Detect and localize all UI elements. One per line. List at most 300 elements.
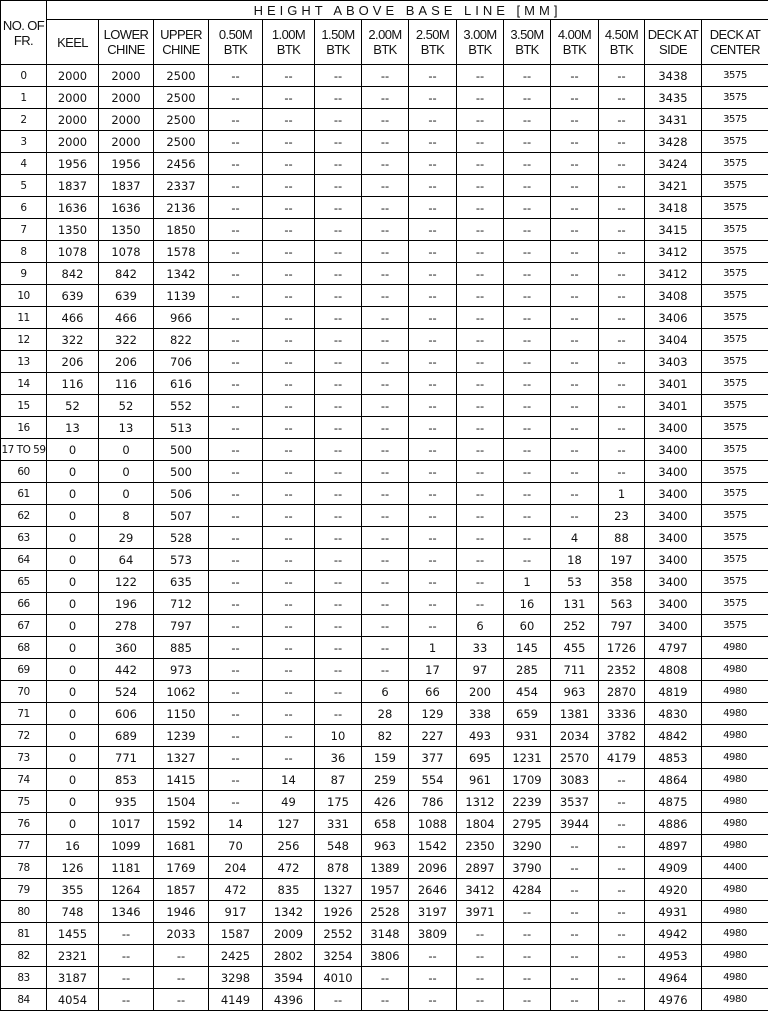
table-cell: -- <box>99 923 154 945</box>
table-cell: -- <box>263 505 315 527</box>
table-cell: 4980 <box>702 813 768 835</box>
table-cell: 200 <box>457 681 504 703</box>
table-cell: -- <box>599 131 645 153</box>
table-cell: -- <box>504 901 551 923</box>
lower-chine-header: LOWER CHINE <box>99 20 154 65</box>
table-row <box>1 65 768 87</box>
table-cell: 1078 <box>47 241 99 263</box>
table-cell: -- <box>457 417 504 439</box>
table-cell: -- <box>504 549 551 571</box>
table-cell: 3400 <box>645 615 702 637</box>
table-cell: -- <box>362 417 409 439</box>
table-cell: 426 <box>362 791 409 813</box>
table-cell: 1636 <box>99 197 154 219</box>
table-cell: -- <box>362 307 409 329</box>
table-row <box>1 769 768 791</box>
table-cell: -- <box>504 527 551 549</box>
table-cell: 1587 <box>209 923 263 945</box>
table-cell: 97 <box>457 659 504 681</box>
table-cell: -- <box>409 87 457 109</box>
table-cell: -- <box>209 769 263 791</box>
table-cell: -- <box>362 439 409 461</box>
table-cell: -- <box>315 681 362 703</box>
table-cell: 2802 <box>263 945 315 967</box>
frame-number-cell: 10 <box>1 285 47 307</box>
table-cell: 8 <box>99 505 154 527</box>
table-cell: 1342 <box>263 901 315 923</box>
table-cell: 3424 <box>645 153 702 175</box>
table-cell: -- <box>209 285 263 307</box>
table-cell: -- <box>362 175 409 197</box>
table-cell: 1681 <box>154 835 209 857</box>
table-cell: 16 <box>47 835 99 857</box>
table-cell: -- <box>457 87 504 109</box>
table-row <box>1 681 768 703</box>
table-row <box>1 989 768 1011</box>
table-cell: 4808 <box>645 659 702 681</box>
table-cell: 4980 <box>702 769 768 791</box>
frame-number-cell: 76 <box>1 813 47 835</box>
table-cell: 513 <box>154 417 209 439</box>
table-cell: 4953 <box>645 945 702 967</box>
table-cell: -- <box>209 263 263 285</box>
table-cell: 3594 <box>263 967 315 989</box>
table-cell: 3575 <box>702 285 768 307</box>
frame-number-cell: 79 <box>1 879 47 901</box>
btk-4-50m-header: 4.50M BTK <box>599 20 645 65</box>
table-cell: -- <box>99 967 154 989</box>
table-cell: -- <box>551 131 599 153</box>
table-cell: -- <box>315 219 362 241</box>
table-cell: 2528 <box>362 901 409 923</box>
table-cell: -- <box>551 153 599 175</box>
table-cell: 355 <box>47 879 99 901</box>
btk-2-50m-header: 2.50M BTK <box>409 20 457 65</box>
table-cell: 1504 <box>154 791 209 813</box>
table-cell: 82 <box>362 725 409 747</box>
table-cell: 472 <box>263 857 315 879</box>
table-cell: 0 <box>47 769 99 791</box>
table-cell: 639 <box>47 285 99 307</box>
table-cell: 4980 <box>702 659 768 681</box>
table-cell: -- <box>315 87 362 109</box>
table-row <box>1 219 768 241</box>
table-cell: -- <box>263 659 315 681</box>
table-cell: 1957 <box>362 879 409 901</box>
table-cell: 1946 <box>154 901 209 923</box>
table-cell: 4980 <box>702 945 768 967</box>
table-cell: -- <box>263 351 315 373</box>
table-row <box>1 87 768 109</box>
table-cell: 4842 <box>645 725 702 747</box>
table-cell: -- <box>362 615 409 637</box>
table-cell: 1837 <box>99 175 154 197</box>
frame-number-cell: 64 <box>1 549 47 571</box>
table-cell: 2239 <box>504 791 551 813</box>
table-cell: 689 <box>99 725 154 747</box>
table-row <box>1 835 768 857</box>
table-cell: 658 <box>362 813 409 835</box>
table-cell: 3575 <box>702 131 768 153</box>
table-cell: 3404 <box>645 329 702 351</box>
table-cell: -- <box>504 285 551 307</box>
table-cell: -- <box>263 483 315 505</box>
table-cell: -- <box>315 175 362 197</box>
table-cell: 0 <box>47 483 99 505</box>
table-cell: 4054 <box>47 989 99 1011</box>
table-cell: 252 <box>551 615 599 637</box>
table-cell: -- <box>599 945 645 967</box>
btk-2-00m-header: 2.00M BTK <box>362 20 409 65</box>
table-cell: 122 <box>99 571 154 593</box>
table-cell: 3809 <box>409 923 457 945</box>
table-cell: -- <box>504 483 551 505</box>
table-cell: -- <box>209 219 263 241</box>
frame-number-cell: 82 <box>1 945 47 967</box>
table-cell: 748 <box>47 901 99 923</box>
table-cell: 573 <box>154 549 209 571</box>
table-cell: -- <box>504 263 551 285</box>
table-cell: 322 <box>47 329 99 351</box>
table-cell: -- <box>263 549 315 571</box>
table-cell: -- <box>409 483 457 505</box>
table-row <box>1 263 768 285</box>
table-cell: -- <box>551 483 599 505</box>
table-cell: -- <box>154 989 209 1011</box>
table-cell: -- <box>504 175 551 197</box>
table-cell: 3431 <box>645 109 702 131</box>
table-cell: 695 <box>457 747 504 769</box>
table-row <box>1 307 768 329</box>
table-cell: 1415 <box>154 769 209 791</box>
table-cell: -- <box>504 505 551 527</box>
table-cell: -- <box>551 439 599 461</box>
table-cell: -- <box>551 923 599 945</box>
table-cell: 1264 <box>99 879 154 901</box>
table-cell: -- <box>504 923 551 945</box>
table-cell: 0 <box>47 615 99 637</box>
table-cell: 4980 <box>702 681 768 703</box>
table-cell: 1017 <box>99 813 154 835</box>
table-cell: 842 <box>99 263 154 285</box>
table-cell: -- <box>457 153 504 175</box>
table-cell: 70 <box>209 835 263 857</box>
table-cell: 206 <box>47 351 99 373</box>
table-cell: -- <box>209 87 263 109</box>
btk-0-50m-header: 0.50M BTK <box>209 20 263 65</box>
frame-number-cell: 74 <box>1 769 47 791</box>
table-cell: 1709 <box>504 769 551 791</box>
table-cell: -- <box>599 879 645 901</box>
frame-number-cell: 83 <box>1 967 47 989</box>
table-cell: -- <box>362 527 409 549</box>
frame-number-cell: 2 <box>1 109 47 131</box>
table-cell: 145 <box>504 637 551 659</box>
table-cell: -- <box>504 351 551 373</box>
table-cell: -- <box>551 835 599 857</box>
table-cell: 3254 <box>315 945 362 967</box>
table-cell: -- <box>599 835 645 857</box>
table-cell: 358 <box>599 571 645 593</box>
table-cell: -- <box>209 483 263 505</box>
table-cell: 963 <box>551 681 599 703</box>
table-cell: -- <box>599 769 645 791</box>
table-cell: -- <box>315 329 362 351</box>
table-cell: 88 <box>599 527 645 549</box>
table-cell: 2337 <box>154 175 209 197</box>
table-cell: -- <box>551 241 599 263</box>
table-cell: 842 <box>47 263 99 285</box>
table-cell: -- <box>457 945 504 967</box>
table-cell: 2034 <box>551 725 599 747</box>
table-cell: -- <box>599 967 645 989</box>
frame-number-cell: 68 <box>1 637 47 659</box>
table-cell: -- <box>315 571 362 593</box>
table-cell: 14 <box>209 813 263 835</box>
table-cell: -- <box>409 417 457 439</box>
table-cell: -- <box>457 967 504 989</box>
table-cell: 4797 <box>645 637 702 659</box>
table-cell: 3403 <box>645 351 702 373</box>
table-cell: -- <box>457 109 504 131</box>
frame-number-cell: 66 <box>1 593 47 615</box>
frame-number-cell: 4 <box>1 153 47 175</box>
table-cell: 2000 <box>99 131 154 153</box>
table-cell: -- <box>504 945 551 967</box>
table-cell: 4931 <box>645 901 702 923</box>
table-cell: -- <box>457 175 504 197</box>
table-row <box>1 615 768 637</box>
table-cell: -- <box>504 373 551 395</box>
table-cell: 4875 <box>645 791 702 813</box>
table-cell: 4980 <box>702 879 768 901</box>
table-row <box>1 197 768 219</box>
table-cell: -- <box>504 329 551 351</box>
table-cell: -- <box>362 197 409 219</box>
table-cell: -- <box>551 329 599 351</box>
table-cell: 1389 <box>362 857 409 879</box>
table-cell: 3537 <box>551 791 599 813</box>
table-cell: -- <box>362 241 409 263</box>
table-cell: 3412 <box>645 263 702 285</box>
table-cell: 33 <box>457 637 504 659</box>
table-cell: -- <box>599 109 645 131</box>
table-cell: -- <box>315 241 362 263</box>
table-cell: -- <box>409 241 457 263</box>
frame-number-header: NO. OF FR. <box>1 1 47 65</box>
table-cell: -- <box>551 175 599 197</box>
table-cell: 1455 <box>47 923 99 945</box>
table-cell: 17 <box>409 659 457 681</box>
table-cell: -- <box>599 791 645 813</box>
table-cell: 3575 <box>702 571 768 593</box>
table-row <box>1 153 768 175</box>
frame-number-cell: 3 <box>1 131 47 153</box>
table-cell: 466 <box>47 307 99 329</box>
table-cell: -- <box>362 505 409 527</box>
table-row <box>1 131 768 153</box>
table-cell: -- <box>457 395 504 417</box>
table-cell: -- <box>551 967 599 989</box>
table-cell: 1578 <box>154 241 209 263</box>
frame-number-cell: 61 <box>1 483 47 505</box>
table-cell: -- <box>457 131 504 153</box>
table-cell: 4980 <box>702 989 768 1011</box>
table-cell: -- <box>362 87 409 109</box>
table-cell: 507 <box>154 505 209 527</box>
table-cell: -- <box>599 219 645 241</box>
table-cell: 4980 <box>702 901 768 923</box>
table-cell: -- <box>409 109 457 131</box>
table-cell: 966 <box>154 307 209 329</box>
table-cell: -- <box>599 989 645 1011</box>
table-cell: 3575 <box>702 153 768 175</box>
table-cell: 4980 <box>702 747 768 769</box>
table-row <box>1 813 768 835</box>
table-cell: 1857 <box>154 879 209 901</box>
table-cell: -- <box>551 87 599 109</box>
table-cell: 1139 <box>154 285 209 307</box>
btk-4-00m-header: 4.00M BTK <box>551 20 599 65</box>
table-row <box>1 241 768 263</box>
table-cell: 548 <box>315 835 362 857</box>
table-cell: -- <box>315 351 362 373</box>
table-cell: -- <box>409 351 457 373</box>
table-cell: 4980 <box>702 967 768 989</box>
table-cell: 442 <box>99 659 154 681</box>
table-cell: 2500 <box>154 87 209 109</box>
table-cell: 1062 <box>154 681 209 703</box>
table-cell: 338 <box>457 703 504 725</box>
table-cell: -- <box>599 461 645 483</box>
table-cell: 455 <box>551 637 599 659</box>
table-cell: -- <box>209 637 263 659</box>
table-cell: 3406 <box>645 307 702 329</box>
table-cell: -- <box>551 109 599 131</box>
table-cell: -- <box>263 593 315 615</box>
table-cell: -- <box>315 109 362 131</box>
table-row <box>1 483 768 505</box>
table-cell: -- <box>551 989 599 1011</box>
table-cell: 1350 <box>99 219 154 241</box>
table-cell: -- <box>504 417 551 439</box>
table-cell: 3336 <box>599 703 645 725</box>
table-cell: 3197 <box>409 901 457 923</box>
table-cell: 0 <box>47 813 99 835</box>
table-cell: 1181 <box>99 857 154 879</box>
table-cell: 917 <box>209 901 263 923</box>
table-cell: -- <box>209 241 263 263</box>
table-row <box>1 417 768 439</box>
table-cell: -- <box>209 153 263 175</box>
frame-number-cell: 84 <box>1 989 47 1011</box>
table-cell: 1769 <box>154 857 209 879</box>
table-cell: 3400 <box>645 505 702 527</box>
frame-number-cell: 69 <box>1 659 47 681</box>
table-cell: -- <box>315 505 362 527</box>
table-cell: 23 <box>599 505 645 527</box>
table-cell: 2000 <box>99 65 154 87</box>
table-cell: 1 <box>409 637 457 659</box>
table-cell: 3400 <box>645 461 702 483</box>
btk-3-00m-header: 3.00M BTK <box>457 20 504 65</box>
frame-number-cell: 16 <box>1 417 47 439</box>
table-cell: 2456 <box>154 153 209 175</box>
table-cell: 53 <box>551 571 599 593</box>
table-cell: 3083 <box>551 769 599 791</box>
frame-number-cell: 78 <box>1 857 47 879</box>
table-row <box>1 527 768 549</box>
table-cell: -- <box>315 989 362 1011</box>
table-cell: 3408 <box>645 285 702 307</box>
table-cell: -- <box>263 329 315 351</box>
table-cell: 3944 <box>551 813 599 835</box>
table-cell: -- <box>504 395 551 417</box>
table-cell: 3438 <box>645 65 702 87</box>
table-cell: -- <box>504 87 551 109</box>
table-cell: -- <box>504 967 551 989</box>
table-cell: 4980 <box>702 703 768 725</box>
table-cell: 3290 <box>504 835 551 857</box>
table-cell: 1 <box>504 571 551 593</box>
table-cell: -- <box>362 373 409 395</box>
table-cell: -- <box>409 263 457 285</box>
table-cell: -- <box>551 395 599 417</box>
deck-at-side-header: DECK AT SIDE <box>645 20 702 65</box>
table-cell: 1837 <box>47 175 99 197</box>
table-cell: 4980 <box>702 791 768 813</box>
table-cell: -- <box>362 153 409 175</box>
table-cell: 331 <box>315 813 362 835</box>
table-cell: -- <box>457 439 504 461</box>
table-row <box>1 857 768 879</box>
table-row <box>1 505 768 527</box>
btk-3-50m-header: 3.50M BTK <box>504 20 551 65</box>
table-cell: 1926 <box>315 901 362 923</box>
table-cell: 552 <box>154 395 209 417</box>
table-cell: -- <box>409 175 457 197</box>
deck-at-center-header: DECK AT CENTER <box>702 20 768 65</box>
table-cell: -- <box>599 901 645 923</box>
table-cell: 0 <box>47 461 99 483</box>
table-cell: 0 <box>99 439 154 461</box>
table-cell: 1592 <box>154 813 209 835</box>
table-cell: 0 <box>47 571 99 593</box>
table-cell: -- <box>263 219 315 241</box>
table-row <box>1 703 768 725</box>
table-cell: -- <box>599 285 645 307</box>
table-cell: 129 <box>409 703 457 725</box>
table-cell: 116 <box>47 373 99 395</box>
table-row <box>1 461 768 483</box>
table-row <box>1 329 768 351</box>
table-cell: -- <box>209 461 263 483</box>
table-cell: 1078 <box>99 241 154 263</box>
table-cell: 3575 <box>702 373 768 395</box>
table-cell: 4010 <box>315 967 362 989</box>
table-cell: 2096 <box>409 857 457 879</box>
table-cell: 87 <box>315 769 362 791</box>
table-cell: 1804 <box>457 813 504 835</box>
table-cell: 3418 <box>645 197 702 219</box>
table-cell: -- <box>209 197 263 219</box>
table-cell: -- <box>551 505 599 527</box>
table-cell: -- <box>362 967 409 989</box>
table-cell: -- <box>209 791 263 813</box>
table-cell: 1099 <box>99 835 154 857</box>
table-cell: -- <box>209 505 263 527</box>
table-cell: -- <box>263 307 315 329</box>
